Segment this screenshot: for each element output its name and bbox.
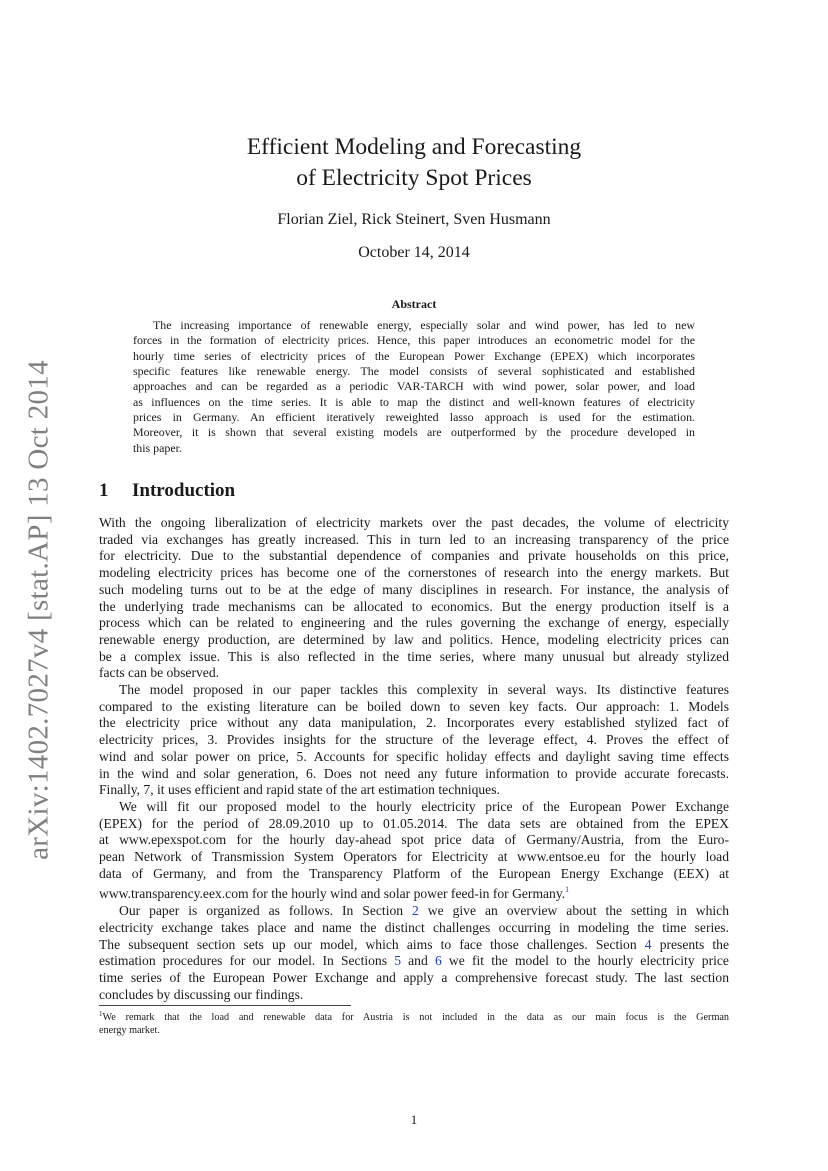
paragraph-4-text: we fit the model to the hourly electricity price (441, 953, 729, 969)
page-number: 1 (410, 1112, 418, 1127)
paragraph-1-line: the underlying trade mechanisms can be allocated to economics. But the energy production itself is a (99, 598, 729, 614)
paragraph-1-line: renewable energy production, are determined by law and politics. Hence, modeling electricity prices can (99, 631, 729, 647)
section-4-link[interactable]: 4 (644, 936, 652, 952)
paragraph-1-line: traded via exchanges has greatly increased. This in turn led to an increasing transparency of the price (99, 531, 729, 547)
section-heading-introduction (99, 480, 235, 502)
abstract-line: forces in the formation of electricity prices. Hence, this paper introduces an econometric model for the (133, 333, 695, 348)
paragraph-4-line (99, 953, 729, 970)
footnote-line (99, 1008, 729, 1024)
footnote-line: energy market. (99, 1025, 160, 1037)
author-list: Florian Ziel, Rick Steinert, Sven Husmann (277, 211, 551, 228)
section-2-link[interactable]: 2 (412, 903, 419, 919)
footnote-mark: 1 (99, 1010, 103, 1018)
paragraph-1-line: modeling electricity prices has become one of the cornerstones of research into the energy markets. But (99, 565, 729, 581)
title-line-2: of Electricity Spot Prices (296, 165, 532, 191)
paragraph-4-line: time series of the European Power Exchange and apply a comprehensive forecast study. The last section (99, 969, 729, 985)
abstract-line: The increasing importance of renewable energy, especially solar and wind power, has led to new (153, 318, 695, 332)
footnote (99, 1008, 729, 1038)
paragraph-4-text: and (400, 953, 435, 969)
paragraph-2-line: Finally, 7, it uses efficient and rapid state of the art estimation techniques. (99, 782, 500, 798)
paragraph-1-line: such modeling turns out to be at the edge of many disciplines in research. For instance, the analysis of (99, 581, 729, 597)
footnote-divider (99, 1005, 351, 1006)
paragraph-1-line: facts can be observed. (99, 665, 220, 681)
paragraph-4-text: Our paper is organized as follows. In Section (119, 903, 413, 919)
abstract-heading: Abstract (391, 297, 437, 311)
paragraph-2-line: electricity prices, 3. Provides insights for the structure of the leverage effect, 4. Proves the effect of (99, 732, 729, 748)
paragraph-4-line (99, 937, 729, 954)
section-title: Introduction (132, 480, 236, 501)
paragraph-4-text: estimation procedures for our model. In Sections (99, 953, 395, 969)
publication-date: October 14, 2014 (358, 244, 470, 261)
paragraph-4-text: we give an overview about the setting in which (418, 903, 729, 919)
paragraph-1-line: be a complex issue. This is also reflected in the time series, where many unusual but already stylized (99, 648, 729, 664)
paragraph-1-line: for electricity. Due to the substantial dependence of companies and private households on this price, (99, 548, 729, 564)
paragraph-3-line: pean Network of Transmission System Operators for Electricity at www.entsoe.eu for the hourly load (99, 849, 729, 865)
paragraph-3-line (99, 882, 729, 903)
abstract-line: this paper. (133, 440, 182, 455)
paragraph-3-line: at www.epexspot.com for the hourly day-ahead spot price data of Germany/Austria, from the Euro- (99, 832, 729, 848)
paragraph-4-text: presents the (651, 936, 729, 952)
paragraph-2-line: in the wind and solar generation, 6. Does not need any future information to provide accurate forecasts. (99, 765, 729, 781)
paragraph-2-line: the electricity price without any data manipulation, 2. Incorporates every established stylized fact of (99, 715, 729, 731)
footnote-text: We remark that the load and renewable data for Austria is not included in the data as our main focus is the German (102, 1012, 729, 1023)
paragraph-3-line: We will fit our proposed model to the hourly electricity price of the European Power Exchange (119, 798, 729, 814)
introduction-body (99, 515, 729, 1003)
paragraph-1-line: With the ongoing liberalization of electricity markets over the past decades, the volume of electricity (99, 515, 729, 530)
abstract-line: hourly time series of electricity prices of the European Power Exchange (EPEX) which incorporates (133, 348, 695, 363)
abstract-line: prices in Germany. An efficient iteratively reweighted lasso approach is used for the estimation. (133, 410, 695, 425)
paragraph-2-line: The model proposed in our paper tackles this complexity in several ways. Its distinctive features (119, 682, 729, 698)
paragraph-4-text: The subsequent section sets up our model, which aims to face those challenges. Section (99, 936, 645, 952)
paper-title (0, 132, 828, 194)
section-5-link[interactable]: 5 (394, 953, 401, 969)
abstract-line: approaches and can be regarded as a periodic VAR-TARCH with wind power, solar power, and load (133, 379, 695, 394)
abstract-line: specific features like renewable energy. The model consists of several sophisticated and established (133, 364, 695, 379)
paragraph-3-line: (EPEX) for the period of 28.09.2010 up to 01.05.2014. The data sets are obtained from the EPEX (99, 815, 729, 831)
abstract-line: as influences on the time series. It is able to map the distinct and well-known features of electricity (133, 394, 695, 409)
paragraph-1-line: process which can be related to engineering and the rules governing the exchange of energy, especially (99, 615, 729, 631)
section-number: 1 (99, 480, 109, 501)
abstract-body (133, 318, 695, 456)
paragraph-2-line: wind and solar power on price, 5. Accounts for specific holiday effects and daylight saving time effects (99, 748, 729, 764)
arxiv-identifier-stamp (14, 360, 64, 860)
paragraph-3-line: data of Germany, and from the Transparency Platform of the European Energy Exchange (EEX) at (99, 865, 729, 881)
paragraph-3-last-text: www.transparency.eex.com for the hourly wind and solar power feed-in for Germany. (99, 886, 566, 902)
section-6-link[interactable]: 6 (434, 953, 442, 969)
paragraph-4-line (99, 903, 729, 920)
abstract-line: Moreover, it is shown that several existing models are outperformed by the procedure developed in (133, 425, 695, 440)
footnote-reference-link[interactable]: 1 (565, 885, 570, 895)
paragraph-4-line: electricity exchange takes place and name the distinct challenges occurring in modeling the time series. (99, 919, 729, 935)
paragraph-2-line: compared to the existing literature can be boiled down to seven key facts. Our approach: 1. Models (99, 698, 729, 714)
paragraph-4-line: concludes by discussing our findings. (99, 986, 304, 1002)
arxiv-identifier-text: arXiv:1402.7027v4 [stat.AP] 13 Oct 2014 (22, 360, 55, 860)
title-line-1: Efficient Modeling and Forecasting (246, 134, 582, 160)
